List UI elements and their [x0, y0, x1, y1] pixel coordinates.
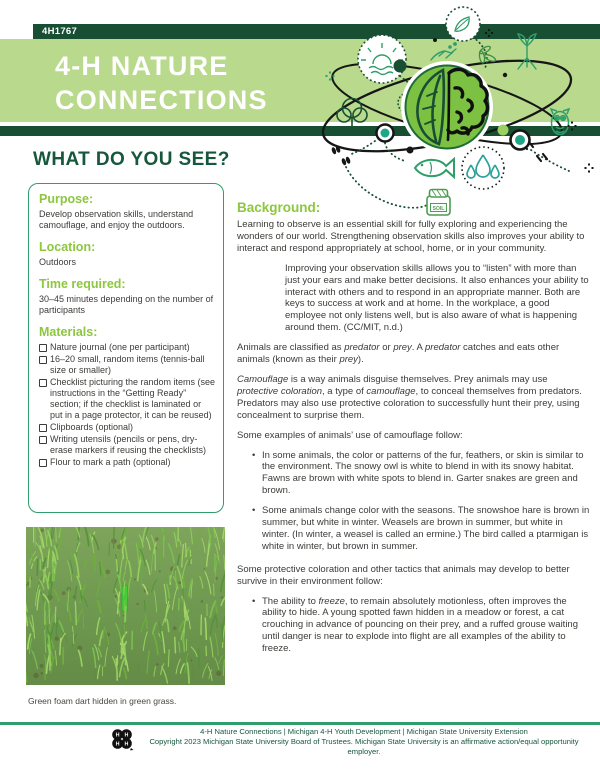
sprout-roots-icon [518, 34, 536, 69]
list-item: • The ability to freeze, to remain absolutely motionless, often improves the ability to hide. A young spotted fawn hidden in a meadow or forest, a cat crouching in advance of pouncing on their prey, and a ruffed grouse waiting until danger is near to explode into flight are all examples of the ability to freeze. [262, 596, 590, 656]
leaf-icon [446, 7, 480, 41]
checkbox-icon [39, 344, 47, 352]
page-title-line1: 4-H NATURE [55, 51, 229, 81]
photo-caption: Green foam dart hidden in green grass. [28, 696, 177, 706]
svg-text:SOIL: SOIL [432, 206, 445, 212]
time-text: 30–45 minutes depending on the number of participants [39, 294, 214, 315]
checkbox-icon [39, 356, 47, 364]
location-text: Outdoors [39, 257, 77, 267]
location-heading: Location: [39, 240, 96, 254]
list-item: • In some animals, the color or patterns of the fur, feathers, or skin is similar to the environment. The snowy owl is white to blend in with its snowy habitat. Fawns are brown with white spots to blend in. Garter snakes are green and brown. [262, 450, 590, 498]
paragraph: Animals are classified as predator or prey. A predator catches and eats other animals (known as their prey). [237, 342, 560, 366]
water-droplets-icon [462, 147, 504, 189]
footer-divider [0, 722, 600, 725]
checkbox-icon [39, 459, 47, 467]
checkbox-icon [39, 379, 47, 387]
activity-info-box [28, 183, 224, 513]
svg-text:H: H [124, 741, 129, 748]
page-title-line2: CONNECTIONS [55, 85, 268, 115]
purpose-text: Develop observation skills, understand camouflage, and enjoy the outdoors. [39, 209, 194, 230]
doc-number: 4H1767 [42, 26, 78, 37]
owl-icon [551, 109, 569, 135]
purpose-heading: Purpose: [39, 192, 94, 206]
paragraph: Some examples of animals’ use of camouflage follow: [237, 429, 463, 441]
checkbox-icon [39, 436, 47, 444]
list-item: Writing utensils (pencils or pens, dry-erase markers if reusing the checklists) [39, 434, 216, 456]
dragonfly-icon [479, 45, 497, 63]
list-item: Flour to mark a path (optional) [39, 457, 216, 468]
four-h-clover-icon [110, 727, 134, 751]
footer [138, 727, 590, 757]
page-title [55, 49, 268, 117]
sun-waves-icon [358, 35, 406, 83]
background-section [237, 200, 590, 666]
section-title: WHAT DO YOU SEE? [33, 149, 230, 170]
grass-photo [26, 527, 225, 685]
list-item: Nature journal (one per participant) [39, 342, 216, 353]
svg-text:H: H [124, 732, 129, 739]
block-quote: Improving your observation skills allows you to “listen” with more than just your ears and make better decisions. It also enhances your ability to interact with others and to respond in an appropriate manner. Both are keys to success at work and at home. In the workplace, a good employee not only listens well, but is also aware of what is happening around them. (CC/MIT, n.d.) [285, 262, 589, 334]
paragraph: Learning to observe is an essential skill for fully exploring and experiencing the wonders of our world. Strengthening observation skills also improves your ability to interact and respond appropriately at school, home, or in your community. [237, 219, 585, 254]
svg-text:H: H [115, 741, 120, 748]
list-item: Checklist picturing the random items (see instructions in the “Getting Ready” section; if the checklist is laminated or put in a page protector, it can be reused) [39, 377, 216, 421]
background-heading: Background: [237, 200, 321, 215]
tactics-list [237, 596, 590, 656]
checkbox-icon [39, 424, 47, 432]
paragraph: Camouflage is a way animals disguise themselves. Prey animals may use protective coloration, a type of camouflage, to conceal themselves from predators. Predators may also use protective coloration to successfully hunt their prey, using concealment to surprise them. [237, 373, 582, 421]
camouflage-examples-list [237, 450, 590, 553]
paragraph: Some protective coloration and other tactics that animals may develop to better survive in their environment follow: [237, 563, 570, 587]
materials-heading: Materials: [39, 325, 98, 339]
hand-planting-icon [431, 43, 456, 60]
time-heading: Time required: [39, 277, 126, 291]
footer-line2: Copyright 2023 Michigan State University Board of Trustees. Michigan State University is an affirmative action/equal opportunity employer. [149, 737, 579, 756]
footer-line1: 4-H Nature Connections | Michigan 4-H Youth Development | Michigan State University Extension [200, 727, 528, 736]
list-item: 16–20 small, random items (tennis-ball size or smaller) [39, 354, 216, 376]
svg-text:H: H [115, 732, 120, 739]
fish-icon [415, 159, 454, 177]
materials-list [39, 342, 216, 468]
list-item: Clipboards (optional) [39, 422, 216, 433]
list-item: • Some animals change color with the seasons. The snowshoe hare is brown in summer, but white in winter. Weasels are brown in summer, but white in winter. (In winter, a weasel is called an ermine.) The bird called a ptarmigan is white in winter, but brown in summer. [262, 505, 590, 553]
brain-leaf-icon [401, 61, 493, 153]
